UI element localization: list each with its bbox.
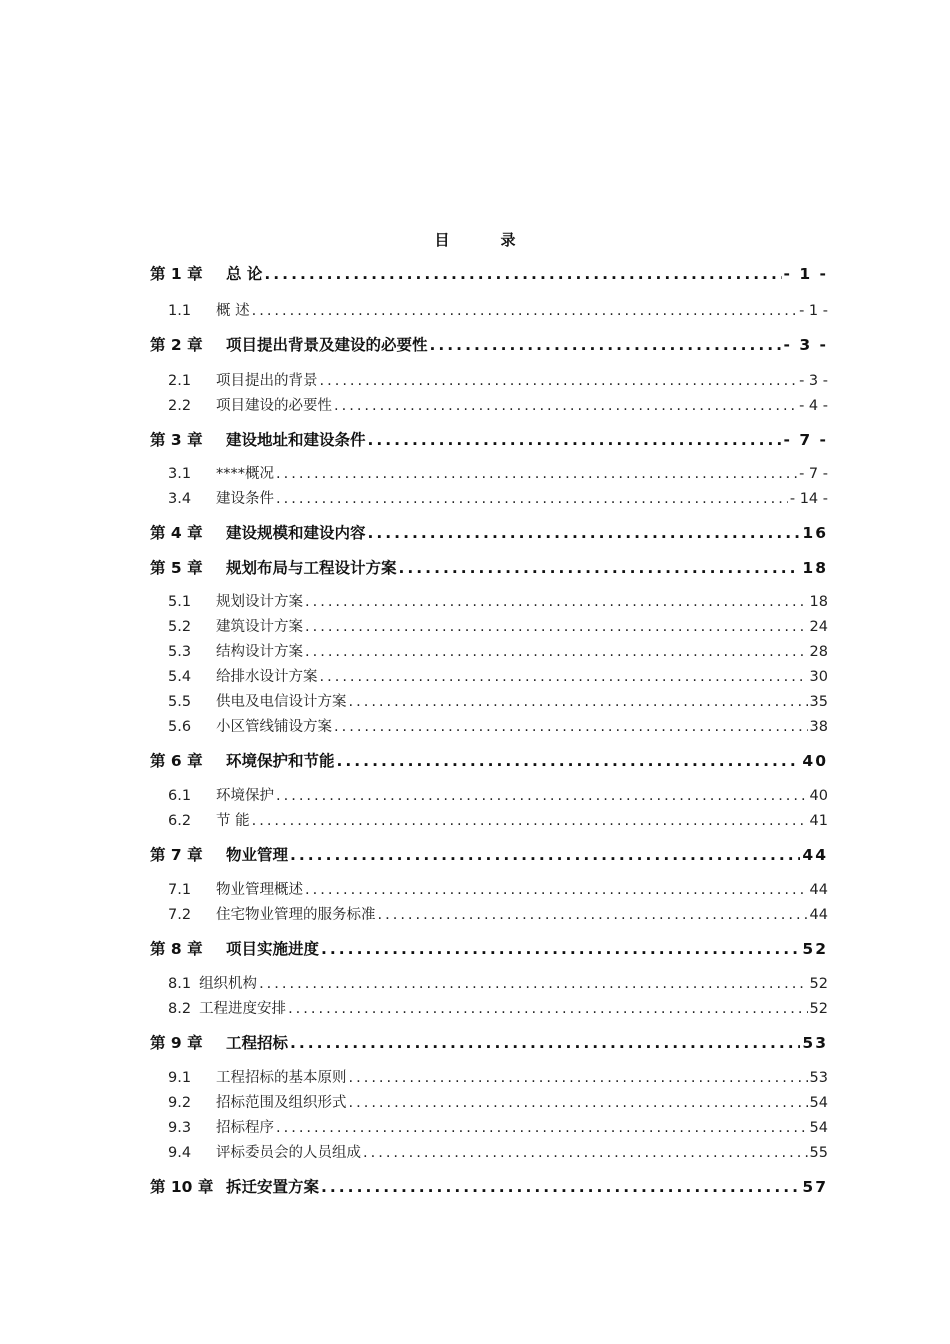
- dot-leader: [349, 1095, 808, 1111]
- toc-entry-page-number: - 3 -: [783, 336, 828, 354]
- toc-section-entry[interactable]: [150, 299, 828, 320]
- toc-chapter-entry[interactable]: [150, 556, 828, 578]
- toc-entry-title: 概 述: [216, 303, 250, 319]
- toc-chapter-entry[interactable]: [150, 749, 828, 771]
- dot-leader: [305, 594, 808, 610]
- toc-section-entry[interactable]: [150, 809, 828, 830]
- toc-entry-page-number: 53: [802, 1034, 828, 1052]
- toc-section-entry[interactable]: [150, 1091, 828, 1112]
- toc-entry-number: 2.2: [168, 398, 192, 414]
- dot-leader: [349, 694, 808, 710]
- toc-entry-page-number: 57: [802, 1178, 828, 1196]
- toc-entry-number: 5.3: [168, 644, 192, 660]
- toc-entry-page-number: 35: [809, 694, 828, 710]
- dot-leader: [305, 644, 808, 660]
- toc-section-entry[interactable]: [150, 462, 828, 483]
- dot-leader: [276, 788, 808, 804]
- toc-entry-number: 8.2: [168, 1001, 192, 1017]
- toc-section-entry[interactable]: [150, 640, 828, 661]
- toc-entry-number: 6.1: [168, 788, 192, 804]
- toc-entry-title: 项目提出的背景: [216, 373, 318, 389]
- toc-entry-title: 环境保护和节能: [226, 752, 335, 770]
- toc-entry-title: 项目建设的必要性: [216, 398, 332, 414]
- toc-entry-number: 5.2: [168, 619, 192, 635]
- toc-entry-page-number: 30: [809, 669, 828, 685]
- dot-leader: [290, 1034, 800, 1052]
- toc-entry-page-number: 44: [802, 846, 828, 864]
- toc-entry-number: 第 7 章: [150, 846, 203, 864]
- dot-leader: [378, 907, 808, 923]
- toc-entry-page-number: 38: [809, 719, 828, 735]
- toc-section-entry[interactable]: [150, 903, 828, 924]
- toc-entry-page-number: - 14 -: [789, 491, 828, 507]
- toc-section-entry[interactable]: [150, 487, 828, 508]
- toc-chapter-entry[interactable]: [150, 937, 828, 959]
- toc-section-entry[interactable]: [150, 369, 828, 390]
- toc-title: 目 录: [434, 231, 534, 249]
- toc-entry-title: 项目实施进度: [226, 940, 320, 958]
- toc-entry-number: 第 10 章: [150, 1178, 214, 1196]
- toc-entry-title: 总 论: [226, 265, 263, 283]
- toc-section-entry[interactable]: [150, 394, 828, 415]
- toc-entry-page-number: 52: [802, 940, 828, 958]
- toc-entry-number: 第 5 章: [150, 559, 203, 577]
- dot-leader: [321, 940, 800, 958]
- toc-entry-title: 供电及电信设计方案: [216, 694, 347, 710]
- toc-entry-number: 5.4: [168, 669, 192, 685]
- toc-chapter-entry[interactable]: [150, 521, 828, 543]
- toc-chapter-entry[interactable]: [150, 428, 828, 450]
- toc-entry-page-number: - 4 -: [799, 398, 828, 414]
- toc-chapter-entry[interactable]: [150, 333, 828, 355]
- toc-entry-page-number: - 7 -: [783, 431, 828, 449]
- dot-leader: [264, 265, 781, 283]
- toc-entry-page-number: 44: [809, 907, 828, 923]
- toc-entry-page-number: 54: [809, 1095, 828, 1111]
- toc-chapter-entry[interactable]: [150, 262, 828, 284]
- toc-entry-number: 1.1: [168, 303, 192, 319]
- toc-entry-title: 规划布局与工程设计方案: [226, 559, 397, 577]
- toc-section-entry[interactable]: [150, 615, 828, 636]
- toc-chapter-entry[interactable]: [150, 843, 828, 865]
- toc-entry-title: 物业管理概述: [216, 882, 303, 898]
- toc-entry-title: 物业管理: [226, 846, 289, 864]
- toc-entry-number: 3.4: [168, 491, 192, 507]
- toc-entry-page-number: - 1 -: [799, 303, 828, 319]
- toc-section-entry[interactable]: [150, 715, 828, 736]
- toc-entry-page-number: 52: [809, 1001, 828, 1017]
- toc-entry-number: 第 9 章: [150, 1034, 203, 1052]
- toc-entry-number: 7.1: [168, 882, 192, 898]
- toc-section-entry[interactable]: [150, 1116, 828, 1137]
- toc-entry-title: 项目提出背景及建设的必要性: [226, 336, 428, 354]
- toc-section-entry[interactable]: [150, 997, 828, 1018]
- toc-entry-page-number: 40: [809, 788, 828, 804]
- dot-leader: [290, 846, 800, 864]
- toc-section-entry[interactable]: [150, 878, 828, 899]
- dot-leader: [399, 559, 801, 577]
- dot-leader: [334, 398, 797, 414]
- toc-entry-number: 9.2: [168, 1095, 192, 1111]
- toc-entry-page-number: 28: [809, 644, 828, 660]
- toc-entry-title: 工程进度安排: [199, 1001, 287, 1017]
- toc-entry-number: 9.3: [168, 1120, 192, 1136]
- toc-entry-title: 结构设计方案: [216, 644, 303, 660]
- toc-entry-title: 节 能: [216, 813, 250, 829]
- toc-entry-title: 评标委员会的人员组成: [216, 1145, 361, 1161]
- dot-leader: [321, 1178, 800, 1196]
- toc-entry-number: 5.1: [168, 594, 192, 610]
- toc-entry-page-number: 41: [809, 813, 828, 829]
- toc-section-entry[interactable]: [150, 1066, 828, 1087]
- toc-entry-page-number: 53: [809, 1070, 828, 1086]
- dot-leader: [337, 752, 801, 770]
- toc-entry-number: 7.2: [168, 907, 192, 923]
- dot-leader: [363, 1145, 808, 1161]
- dot-leader: [276, 466, 797, 482]
- toc-entry-number: 5.5: [168, 694, 192, 710]
- toc-entry-title: 建筑设计方案: [216, 619, 303, 635]
- toc-chapter-entry[interactable]: [150, 1175, 828, 1197]
- toc-entry-number: 第 6 章: [150, 752, 203, 770]
- dot-leader: [305, 619, 808, 635]
- toc-entry-page-number: - 1 -: [783, 265, 828, 283]
- toc-section-entry[interactable]: [150, 1141, 828, 1162]
- toc-entry-page-number: - 7 -: [799, 466, 828, 482]
- dot-leader: [320, 669, 808, 685]
- toc-entry-page-number: 40: [802, 752, 828, 770]
- toc-entry-title: 环境保护: [216, 788, 274, 804]
- toc-entry-title: 拆迁安置方案: [226, 1178, 320, 1196]
- toc-entry-number: 3.1: [168, 466, 192, 482]
- toc-entry-page-number: 18: [802, 559, 828, 577]
- toc-entry-page-number: 55: [809, 1145, 828, 1161]
- toc-entry-page-number: 52: [809, 976, 828, 992]
- dot-leader: [334, 719, 808, 735]
- toc-entry-number: 5.6: [168, 719, 192, 735]
- toc-entry-number: 第 3 章: [150, 431, 203, 449]
- toc-section-entry[interactable]: [150, 690, 828, 711]
- toc-chapter-entry[interactable]: [150, 1031, 828, 1053]
- dot-leader: [349, 1070, 808, 1086]
- dot-leader: [430, 336, 782, 354]
- toc-entry-title: 建设条件: [216, 491, 274, 507]
- toc-entry-number: 6.2: [168, 813, 192, 829]
- toc-entry-page-number: 16: [802, 524, 828, 542]
- dot-leader: [276, 491, 788, 507]
- toc-entry-title: 工程招标的基本原则: [216, 1070, 347, 1086]
- dot-leader: [305, 882, 808, 898]
- toc-entry-number: 9.4: [168, 1145, 192, 1161]
- dot-leader: [368, 431, 782, 449]
- toc-entry-title: 建设规模和建设内容: [226, 524, 366, 542]
- toc-entry-page-number: - 3 -: [799, 373, 828, 389]
- toc-entry-number: 8.1: [168, 976, 192, 992]
- toc-section-entry[interactable]: [150, 590, 828, 611]
- toc-entry-number: 2.1: [168, 373, 192, 389]
- toc-section-entry[interactable]: [150, 972, 828, 993]
- toc-entry-number: 第 4 章: [150, 524, 203, 542]
- toc-entry-number: 第 2 章: [150, 336, 203, 354]
- toc-entry-title: 给排水设计方案: [216, 669, 318, 685]
- toc-entry-number: 9.1: [168, 1070, 192, 1086]
- toc-entry-title: 规划设计方案: [216, 594, 303, 610]
- toc-entry-number: 第 8 章: [150, 940, 203, 958]
- dot-leader: [320, 373, 798, 389]
- dot-leader: [252, 303, 797, 319]
- toc-section-entry[interactable]: [150, 665, 828, 686]
- dot-leader: [288, 1001, 807, 1017]
- toc-entry-page-number: 54: [809, 1120, 828, 1136]
- toc-entry-page-number: 18: [809, 594, 828, 610]
- toc-entry-title: 建设地址和建设条件: [226, 431, 366, 449]
- dot-leader: [368, 524, 801, 542]
- dot-leader: [276, 1120, 808, 1136]
- toc-entry-title: 小区管线铺设方案: [216, 719, 332, 735]
- toc-entry-title: 工程招标: [226, 1034, 289, 1052]
- dot-leader: [252, 813, 808, 829]
- toc-entry-page-number: 44: [809, 882, 828, 898]
- toc-entry-page-number: 24: [809, 619, 828, 635]
- toc-entry-title: 招标程序: [216, 1120, 274, 1136]
- toc-entry-title: 招标范围及组织形式: [216, 1095, 347, 1111]
- toc-entry-title: 住宅物业管理的服务标准: [216, 907, 376, 923]
- toc-entry-title: ****概况: [216, 466, 274, 482]
- toc-entry-number: 第 1 章: [150, 265, 203, 283]
- dot-leader: [259, 976, 807, 992]
- toc-section-entry[interactable]: [150, 784, 828, 805]
- toc-entry-title: 组织机构: [199, 976, 258, 992]
